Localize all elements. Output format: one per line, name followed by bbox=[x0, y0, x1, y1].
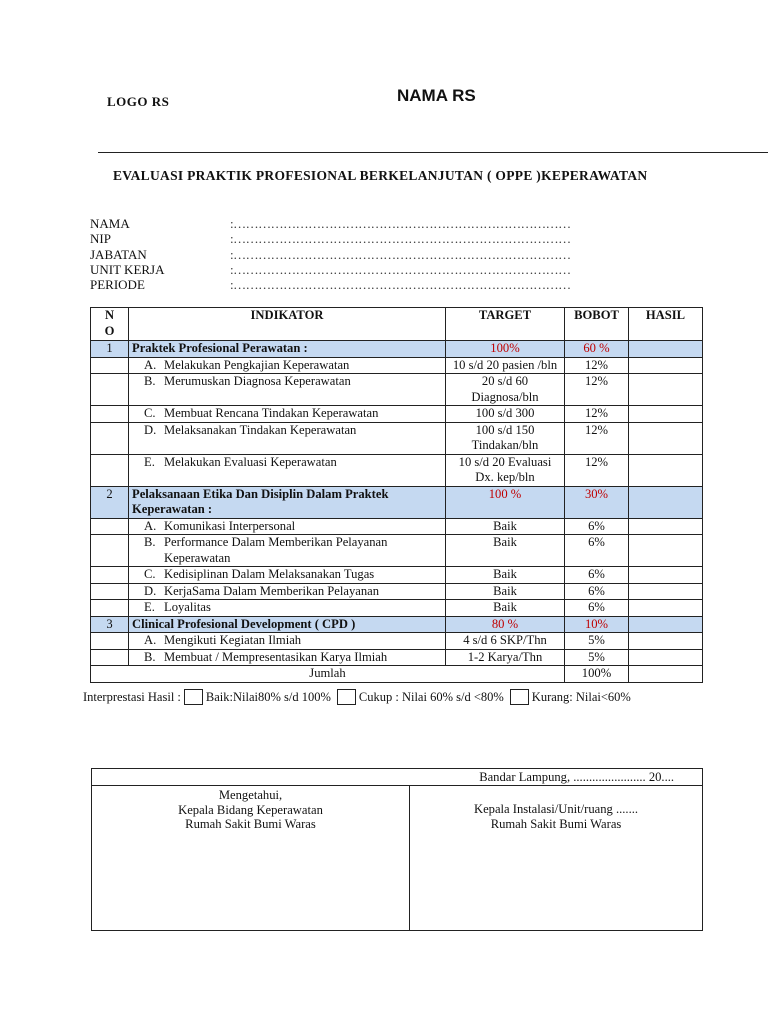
hospital-name: NAMA RS bbox=[397, 86, 476, 105]
target-cell: Baik bbox=[446, 518, 565, 535]
no-cell bbox=[91, 422, 129, 454]
target-cell: 10 s/d 20 pasien /bln bbox=[446, 357, 565, 374]
bobot-cell: 6% bbox=[565, 567, 629, 584]
header-target: TARGET bbox=[446, 308, 565, 341]
bobot-cell: 6% bbox=[565, 535, 629, 567]
section-target: 100% bbox=[446, 341, 565, 358]
item-text: Merumuskan Diagnosa Keperawatan bbox=[164, 374, 351, 388]
hasil-cell[interactable] bbox=[629, 518, 703, 535]
item-text: Mengikuti Kegiatan Ilmiah bbox=[164, 633, 302, 647]
bobot-cell: 5% bbox=[565, 649, 629, 666]
signature-left-line: Mengetahui, bbox=[218, 788, 283, 802]
item-text: Membuat / Mempresentasikan Karya Ilmiah bbox=[164, 649, 388, 664]
section-hasil-cell[interactable] bbox=[629, 341, 703, 358]
item-letter: D. bbox=[144, 422, 157, 437]
indicator-cell bbox=[129, 422, 446, 454]
item-text: KerjaSama Dalam Memberikan Pelayanan bbox=[164, 583, 380, 598]
total-row bbox=[91, 666, 703, 683]
table-row bbox=[91, 583, 703, 600]
section-bobot: 60 % bbox=[565, 341, 629, 358]
field-label: NAMA bbox=[90, 216, 130, 231]
evaluation-table bbox=[90, 307, 703, 683]
indicator-cell bbox=[129, 374, 446, 406]
hasil-cell[interactable] bbox=[629, 649, 703, 666]
logo-placeholder: LOGO RS bbox=[107, 94, 170, 109]
no-cell bbox=[91, 583, 129, 600]
interpretation-legend bbox=[83, 689, 631, 705]
item-letter: C. bbox=[144, 567, 156, 581]
table-row bbox=[91, 374, 703, 406]
table-row bbox=[91, 422, 703, 454]
section-number: 3 bbox=[91, 616, 129, 633]
hasil-cell[interactable] bbox=[629, 633, 703, 650]
hasil-cell[interactable] bbox=[629, 374, 703, 406]
total-bobot: 100% bbox=[565, 666, 629, 683]
item-text: Kedisiplinan Dalam Melaksanakan Tugas bbox=[164, 567, 375, 581]
section-title: Clinical Profesional Development ( CPD ) bbox=[129, 616, 446, 633]
no-cell bbox=[91, 649, 129, 666]
header-no: N O bbox=[91, 308, 129, 341]
field-blank[interactable]: :……………………………………………………………………… bbox=[230, 216, 571, 231]
bobot-cell: 6% bbox=[565, 600, 629, 617]
item-text: Membuat Rencana Tindakan Keperawatan bbox=[164, 406, 379, 420]
item-text: Komunikasi Interpersonal bbox=[164, 518, 296, 533]
hasil-cell[interactable] bbox=[629, 583, 703, 600]
no-cell bbox=[91, 357, 129, 374]
target-cell: 1-2 Karya/Thn bbox=[446, 649, 565, 666]
header-indikator: INDIKATOR bbox=[129, 308, 446, 341]
item-text: Melakukan Evaluasi Keperawatan bbox=[164, 454, 337, 469]
item-letter: B. bbox=[144, 374, 156, 388]
no-cell bbox=[91, 600, 129, 617]
item-letter: D. bbox=[144, 583, 157, 598]
field-blank[interactable]: :……………………………………………………………………… bbox=[230, 261, 571, 277]
indicator-cell bbox=[129, 583, 446, 600]
item-letter: A. bbox=[144, 633, 157, 647]
place-date: Bandar Lampung, ....................... 20.... bbox=[92, 769, 703, 786]
header-hasil: HASIL bbox=[629, 308, 703, 341]
section-row bbox=[91, 616, 703, 633]
indicator-cell bbox=[129, 567, 446, 584]
indicator-cell bbox=[129, 600, 446, 617]
section-row bbox=[91, 341, 703, 358]
checkbox-cukup[interactable] bbox=[337, 689, 356, 705]
option-baik-label: Baik:Nilai80% s/d 100% bbox=[205, 689, 331, 704]
signature-right-line: Kepala Instalasi/Unit/ruang ....... bbox=[473, 802, 639, 816]
signature-right-line: Rumah Sakit Bumi Waras bbox=[490, 816, 622, 831]
no-cell bbox=[91, 633, 129, 650]
no-cell bbox=[91, 454, 129, 486]
signature-left-line: Rumah Sakit Bumi Waras bbox=[185, 817, 316, 831]
table-row bbox=[91, 600, 703, 617]
field-label: NIP bbox=[90, 231, 111, 247]
item-text: Performance Dalam Memberikan Pelayanan Keperawatan bbox=[164, 535, 388, 565]
field-blank[interactable]: :……………………………………………………………………… bbox=[230, 277, 571, 293]
table-row bbox=[91, 454, 703, 486]
option-cukup-label: Cukup : Nilai 60% s/d <80% bbox=[358, 689, 504, 704]
bobot-cell: 6% bbox=[565, 583, 629, 600]
field-label: PERIODE bbox=[90, 277, 145, 293]
target-cell: 100 s/d 300 bbox=[446, 406, 565, 423]
target-cell: 20 s/d 60 Diagnosa/bln bbox=[446, 374, 565, 406]
target-cell: Baik bbox=[446, 583, 565, 600]
section-title: Praktek Profesional Perawatan : bbox=[129, 341, 446, 358]
table-row bbox=[91, 567, 703, 584]
table-row bbox=[91, 535, 703, 567]
no-cell bbox=[91, 535, 129, 567]
section-hasil-cell[interactable] bbox=[629, 616, 703, 633]
hasil-cell[interactable] bbox=[629, 600, 703, 617]
checkbox-baik[interactable] bbox=[184, 689, 203, 705]
item-letter: A. bbox=[144, 518, 157, 533]
table-row bbox=[91, 406, 703, 423]
no-cell bbox=[91, 374, 129, 406]
header-divider bbox=[98, 152, 768, 153]
checkbox-kurang[interactable] bbox=[510, 689, 529, 705]
total-label: Jumlah bbox=[91, 666, 565, 683]
target-cell: 100 s/d 150 Tindakan/bln bbox=[446, 422, 565, 454]
section-row bbox=[91, 486, 703, 518]
item-text: Melakukan Pengkajian Keperawatan bbox=[164, 357, 350, 372]
field-label: UNIT KERJA bbox=[90, 261, 165, 277]
field-label: JABATAN bbox=[90, 246, 147, 262]
hasil-cell[interactable] bbox=[629, 357, 703, 374]
item-text: Loyalitas bbox=[164, 600, 211, 614]
no-cell bbox=[91, 406, 129, 423]
table-row bbox=[91, 633, 703, 650]
table-header-row bbox=[91, 308, 703, 341]
indicator-cell bbox=[129, 633, 446, 650]
interpretation-prefix: Interprestasi Hasil : bbox=[83, 689, 181, 704]
target-cell: 4 s/d 6 SKP/Thn bbox=[446, 633, 565, 650]
indicator-cell bbox=[129, 535, 446, 567]
bobot-cell: 12% bbox=[565, 422, 629, 454]
section-hasil-cell[interactable] bbox=[629, 486, 703, 518]
item-letter: C. bbox=[144, 406, 156, 420]
hasil-cell[interactable] bbox=[629, 567, 703, 584]
hasil-cell[interactable] bbox=[629, 454, 703, 486]
indicator-cell bbox=[129, 454, 446, 486]
option-kurang-label: Kurang: Nilai<60% bbox=[531, 689, 631, 704]
section-bobot: 10% bbox=[565, 616, 629, 633]
field-blank[interactable]: :……………………………………………………………………… bbox=[230, 246, 571, 262]
section-bobot: 30% bbox=[565, 486, 629, 518]
bobot-cell: 12% bbox=[565, 454, 629, 486]
hasil-cell[interactable] bbox=[629, 406, 703, 423]
total-hasil-cell[interactable] bbox=[629, 666, 703, 683]
indicator-cell bbox=[129, 357, 446, 374]
item-letter: B. bbox=[144, 535, 156, 549]
bobot-cell: 12% bbox=[565, 406, 629, 423]
document-title: EVALUASI PRAKTIK PROFESIONAL BERKELANJUTAN ( OPPE )KEPERAWATAN bbox=[113, 168, 648, 183]
hasil-cell[interactable] bbox=[629, 422, 703, 454]
no-cell bbox=[91, 567, 129, 584]
bobot-cell: 5% bbox=[565, 633, 629, 650]
item-letter: E. bbox=[144, 600, 155, 614]
signature-right[interactable] bbox=[410, 786, 703, 931]
target-cell: Baik bbox=[446, 600, 565, 617]
target-cell: Baik bbox=[446, 567, 565, 584]
target-cell: 10 s/d 20 Evaluasi Dx. kep/bln bbox=[446, 454, 565, 486]
no-cell bbox=[91, 518, 129, 535]
signature-table bbox=[91, 768, 703, 931]
indicator-cell bbox=[129, 649, 446, 666]
hasil-cell[interactable] bbox=[629, 535, 703, 567]
bobot-cell: 12% bbox=[565, 374, 629, 406]
section-target: 80 % bbox=[446, 616, 565, 633]
table-row bbox=[91, 649, 703, 666]
item-letter: E. bbox=[144, 454, 155, 469]
section-title: Pelaksanaan Etika Dan Disiplin Dalam Praktek Keperawatan : bbox=[129, 486, 446, 518]
section-target: 100 % bbox=[446, 486, 565, 518]
section-number: 1 bbox=[91, 341, 129, 358]
table-row bbox=[91, 357, 703, 374]
bobot-cell: 6% bbox=[565, 518, 629, 535]
table-row bbox=[91, 518, 703, 535]
item-text: Melaksanakan Tindakan Keperawatan bbox=[164, 422, 357, 437]
indicator-cell bbox=[129, 518, 446, 535]
section-number: 2 bbox=[91, 486, 129, 518]
signature-left-line: Kepala Bidang Keperawatan bbox=[178, 802, 323, 817]
bobot-cell: 12% bbox=[565, 357, 629, 374]
item-letter: A. bbox=[144, 357, 157, 372]
signature-left[interactable] bbox=[92, 786, 410, 931]
header-bobot: BOBOT bbox=[565, 308, 629, 341]
item-letter: B. bbox=[144, 649, 156, 664]
target-cell: Baik bbox=[446, 535, 565, 567]
indicator-cell bbox=[129, 406, 446, 423]
field-blank[interactable]: :……………………………………………………………………… bbox=[230, 231, 571, 247]
